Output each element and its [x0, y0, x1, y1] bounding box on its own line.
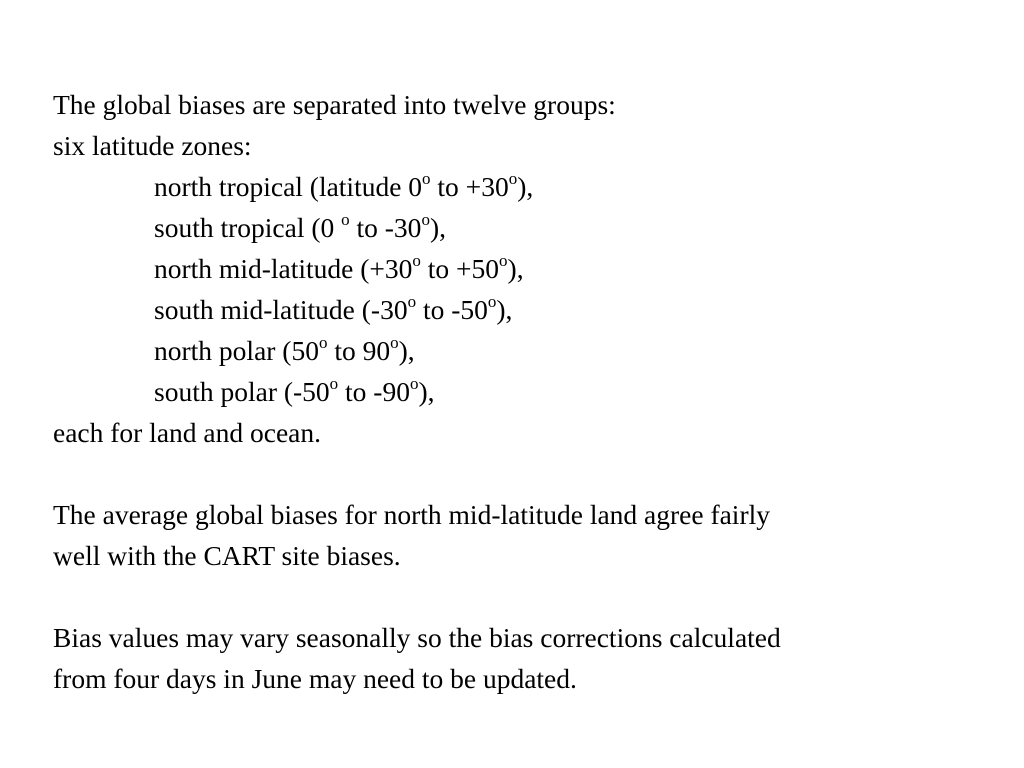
degree-sup: o	[390, 332, 399, 352]
zone-north-mid-latitude	[53, 248, 993, 289]
zone-text-a: south polar (-50	[154, 376, 330, 407]
zone-text-c: ),	[398, 335, 415, 366]
zone-south-tropical	[53, 207, 993, 248]
degree-sup: o	[329, 373, 339, 393]
degree-sup: o	[409, 373, 419, 393]
zone-text-a: north polar (50	[154, 335, 319, 366]
zone-text-c: ),	[496, 294, 513, 325]
zone-text-c: ),	[418, 376, 435, 407]
zone-text-b: to -30	[349, 212, 422, 243]
para2-line-2: well with the CART site biases.	[53, 540, 401, 571]
slide-text	[53, 84, 993, 699]
zone-text-a: north tropical (latitude 0	[154, 171, 423, 202]
para2-line-1: The average global biases for north mid-latitude land agree fairly	[53, 499, 771, 530]
zone-text-b: to +50	[420, 253, 500, 284]
zone-text-a: north mid-latitude (+30	[154, 253, 413, 284]
degree-sup: o	[421, 209, 430, 229]
zone-text-a: south tropical (0	[154, 212, 342, 243]
zone-text-b: to -90	[338, 376, 410, 407]
zone-text-c: ),	[429, 212, 446, 243]
para3-line-1: Bias values may vary seasonally so the bias corrections calculated	[53, 622, 781, 653]
degree-sup: o	[422, 168, 431, 188]
degree-sup: o	[318, 332, 328, 352]
zone-text-a: south mid-latitude (-30	[154, 294, 408, 325]
zone-text-c: ),	[517, 171, 534, 202]
zone-north-tropical	[53, 166, 993, 207]
zone-text-b: to +30	[430, 171, 509, 202]
intro-line-1: The global biases are separated into twelve groups:	[53, 89, 616, 120]
intro-line-2: six latitude zones:	[53, 130, 252, 161]
zone-text-b: to -50	[416, 294, 488, 325]
zone-text-b: to 90	[327, 335, 391, 366]
outro-line: each for land and ocean.	[53, 417, 321, 448]
degree-sup: o	[341, 209, 350, 229]
zone-south-mid-latitude	[53, 289, 993, 330]
paragraph-gap	[53, 576, 993, 617]
para3-line-2: from four days in June may need to be updated.	[53, 663, 577, 694]
degree-sup: o	[407, 291, 417, 311]
degree-sup: o	[508, 168, 518, 188]
zone-north-polar	[53, 330, 993, 371]
zone-text-c: ),	[507, 253, 524, 284]
degree-sup: o	[487, 291, 497, 311]
paragraph-gap	[53, 453, 993, 494]
degree-sup: o	[499, 250, 508, 270]
degree-sup: o	[412, 250, 421, 270]
zone-south-polar	[53, 371, 993, 412]
